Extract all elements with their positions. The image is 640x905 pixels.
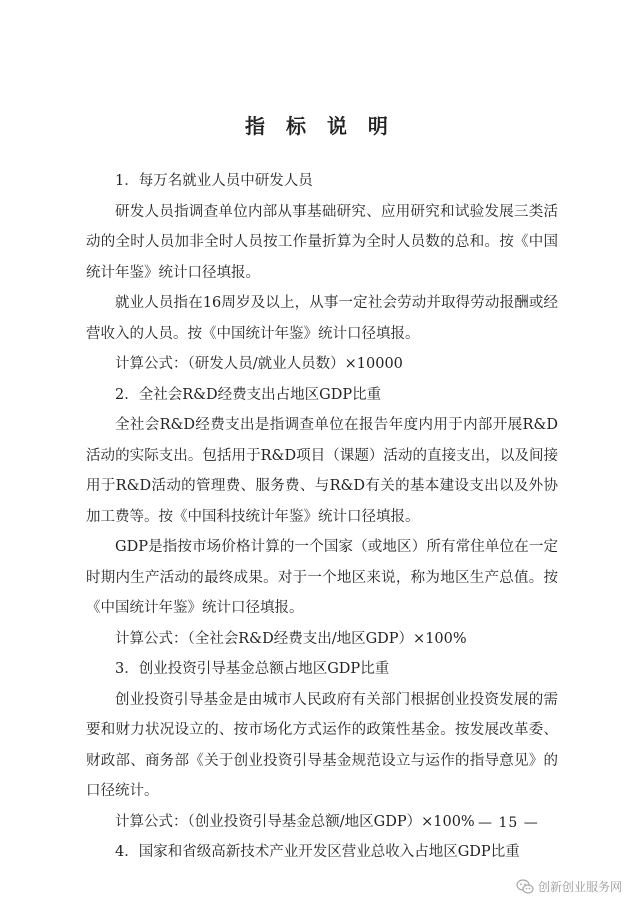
page-number: — 15 — [478,815,539,831]
formula-3: 计算公式：（创业投资引导基金总额/地区GDP）×100% [115,813,475,830]
paragraph-researcher-definition: 研发人员指调查单位内部从事基础研究、应用研究和试验发展三类活动的全时人员加非全时人员按工作量折算为全时人员数的总和。按《中国统计年鉴》统计口径填报。 [86,203,558,281]
section-heading-3: 3．创业投资引导基金总额占地区GDP比重 [115,661,390,677]
watermark [516,878,622,895]
formula-1: 计算公式：（研发人员/就业人员数）×10000 [115,356,403,372]
wechat-icon [516,879,534,894]
section-heading-4: 4．国家和省级高新技术产业开发区营业总收入占地区GDP比重 [115,844,520,860]
watermark-text: 创新创业服务网 [537,880,622,894]
formula-2: 计算公式：（全社会R&D经费支出/地区GDP）×100% [115,630,467,647]
section-heading-1: 1．每万名就业人员中研发人员 [115,173,313,189]
page-title: 指 标 说 明 [245,114,395,138]
paragraph-employee-definition: 就业人员指在16周岁及以上，从事一定社会劳动并取得劳动报酬或经营收入的人员。按《中国统计年鉴》统计口径填报。 [86,295,558,342]
paragraph-fund-definition: 创业投资引导基金是由城市人民政府有关部门根据创业投资发展的需要和财力状况设立的、按市场化方式运作的政策性基金。按发展改革委、财政部、商务部《关于创业投资引导基金规范设立与运作的指导意见》的口径统计。 [86,691,558,799]
section-heading-2: 2．全社会R&D经费支出占地区GDP比重 [115,386,382,403]
paragraph-gdp-definition: GDP是指按市场价格计算的一个国家（或地区）所有常住单位在一定时期内生产活动的最终成果。对于一个地区来说，称为地区生产总值。按《中国统计年鉴》统计口径填报。 [86,539,558,616]
document-body [86,166,558,868]
paragraph-rd-definition: 全社会R&D经费支出是指调查单位在报告年度内用于内部开展R&D活动的实际支出。包括用于R&D项目（课题）活动的直接支出，以及间接用于R&D活动的管理费、服务费、与R&D有关的基本建设支出以及外协加工费等。按《中国科技统计年鉴》统计口径填报。 [86,417,558,525]
